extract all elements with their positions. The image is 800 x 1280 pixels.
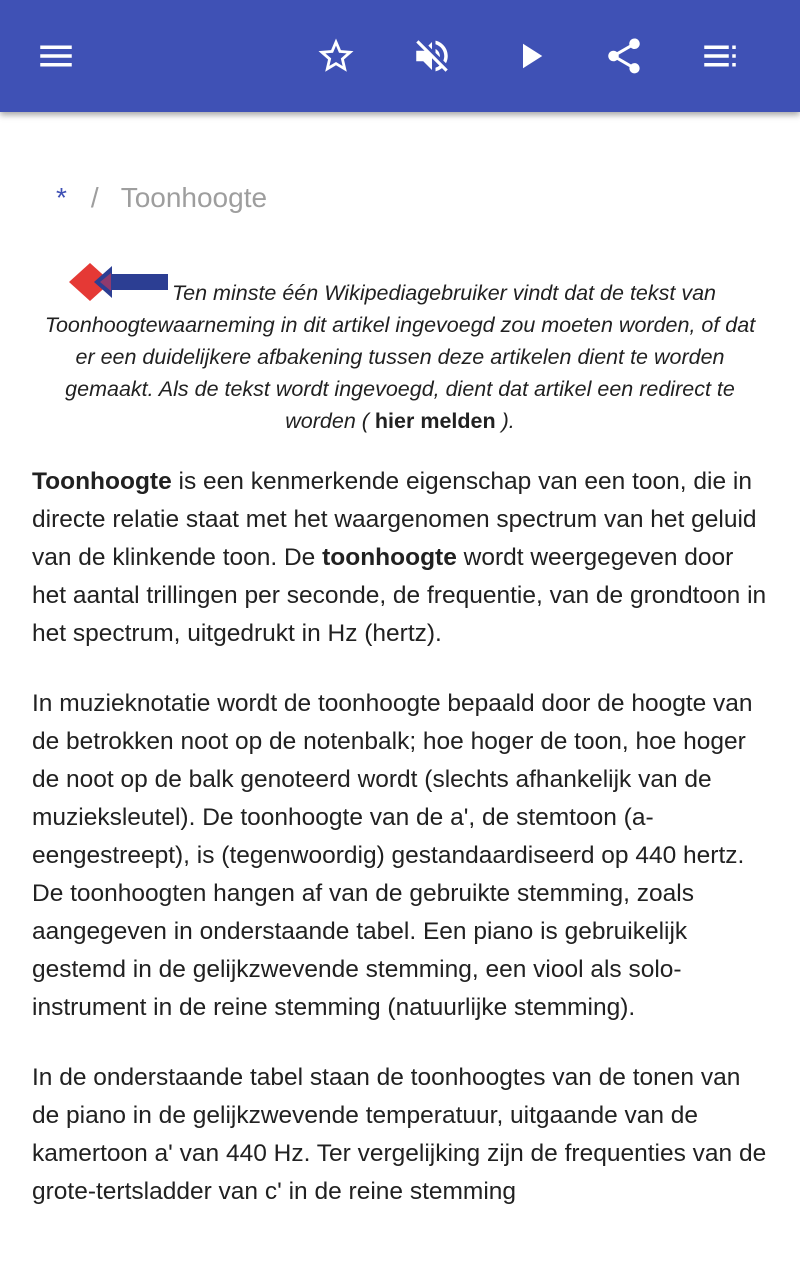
intro-text-part-1: is een kenmerkende eigenschap van een toon, die in directe relatie staat met het waargenomen spectrum van het geluid van de klinkende toon. De — [32, 468, 757, 571]
favorite-button[interactable] — [308, 28, 364, 84]
notice-close-paren: ). — [501, 409, 515, 433]
notice-open-paren: ( — [361, 409, 369, 433]
breadcrumb-home-link[interactable]: * — [56, 182, 67, 213]
article-paragraph-intro — [32, 463, 772, 653]
play-button[interactable] — [502, 28, 558, 84]
article-term-inline: toonhoogte — [322, 544, 457, 571]
article-body — [32, 463, 772, 1243]
mute-button[interactable] — [404, 28, 460, 84]
volume-off-icon — [411, 35, 453, 77]
menu-button[interactable] — [28, 28, 84, 84]
playlist-icon — [699, 35, 741, 77]
breadcrumb-current: Toonhoogte — [120, 182, 268, 213]
star-outline-icon — [315, 35, 357, 77]
breadcrumb-separator: / — [90, 182, 99, 213]
contents-button[interactable] — [692, 28, 748, 84]
play-icon — [509, 35, 551, 77]
share-button[interactable] — [596, 28, 652, 84]
share-icon — [603, 35, 645, 77]
breadcrumb — [56, 180, 267, 216]
menu-icon — [35, 35, 77, 77]
article-term: Toonhoogte — [32, 468, 172, 495]
article-paragraph-table-intro: In de onderstaande tabel staan de toonhoogtes van de tonen van de piano in de gelijkzwevende temperatuur, uitgaande van de kamertoon a' van 440 Hz. Ter vergelijking zijn de frequenties van de grote-tertsladder van c' in de reine stemming — [32, 1064, 767, 1205]
merge-notice — [40, 277, 760, 437]
merge-notice-text: Ten minste één Wikipediagebruiker vindt dat de tekst van Toonhoogtewaarneming in dit artikel ingevoegd zou moeten worden, of dat er een duidelijkere afbakening tussen deze artikelen dient te worden gemaakt. Als de tekst wordt ingevoegd, dient dat artikel een redirect te worden — [44, 281, 756, 433]
intro-text-part-2: wordt weergegeven door het aantal trillingen per seconde, de frequentie, van de grondtoon in het spectrum, uitgedrukt in Hz (hertz). — [32, 544, 767, 647]
report-link[interactable]: hier melden — [374, 409, 496, 433]
article-paragraph-notation: In muzieknotatie wordt de toonhoogte bepaald door de hoogte van de betrokken noot op de notenbalk; hoe hoger de toon, hoe hoger de noot op de balk genoteerd wordt (slechts afhankelijk van de muzieksleutel). De toonhoogte van de a', de stemtoon (a-eengestreept), is (tegenwoordig) gestandaardiseerd op 440 hertz. De toonhoogten hangen af van de gebruikte stemming, zoals aangegeven in onderstaande tabel. Een piano is gebruikelijk gestemd in de gelijkzwevende stemming, een viool als solo-instrument in de reine stemming (natuurlijke stemming). — [32, 690, 753, 1021]
app-toolbar — [0, 0, 800, 112]
